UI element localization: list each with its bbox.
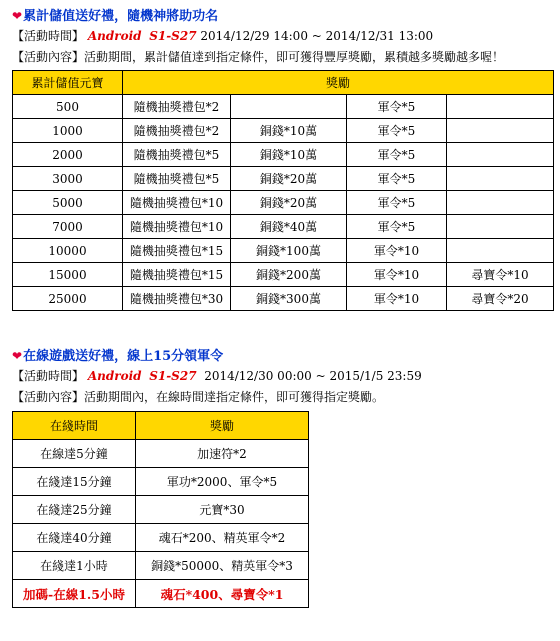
table-row [13,95,554,119]
section2-heading [12,346,554,366]
table-row [13,239,554,263]
section1-heading [12,6,554,26]
table-row [13,552,309,580]
recharge-rewards-table [12,70,554,311]
online-time-cell: 在綫達25分鐘 [13,496,136,524]
amount-cell: 7000 [13,215,123,239]
content-label: 【活動內容】 [12,50,85,64]
reward-cell: 加速符*2 [136,440,309,468]
reward-cell: 軍令*10 [347,263,447,287]
table-row [13,287,554,311]
reward-cell [447,143,554,167]
section1-time-line [12,26,554,47]
time-range: 2014/12/29 14:00 ~ 2014/12/31 13:00 [200,29,434,43]
reward-cell: 軍令*10 [347,287,447,311]
table-header-row [13,412,309,440]
reward-cell: 軍令*5 [347,191,447,215]
reward-cell: 魂石*200、精英軍令*2 [136,524,309,552]
online-time-cell: 在綫達15分鐘 [13,468,136,496]
section1-title: 累計儲值送好禮，隨機神將助功名 [23,9,219,24]
amount-cell: 25000 [13,287,123,311]
reward-cell: 隨機抽獎禮包*2 [123,95,231,119]
reward-cell: 軍令*5 [347,95,447,119]
reward-cell: 魂石*400、尋寶令*1 [136,580,309,608]
reward-cell: 銅錢*300萬 [231,287,347,311]
reward-cell: 軍令*5 [347,215,447,239]
reward-cell: 元寶*30 [136,496,309,524]
table-row [13,191,554,215]
amount-cell: 10000 [13,239,123,263]
reward-cell: 隨機抽獎禮包*2 [123,119,231,143]
platform-label: Android [87,29,142,43]
reward-cell: 銅錢*20萬 [231,167,347,191]
reward-cell: 銅錢*10萬 [231,143,347,167]
section-cumulative-recharge [12,6,554,311]
servers-label: S1-S27 [149,29,197,43]
table-row [13,468,309,496]
reward-cell: 銅錢*200萬 [231,263,347,287]
table-row [13,263,554,287]
reward-cell [447,215,554,239]
online-time-cell: 在綫達1小時 [13,552,136,580]
header-online-time: 在綫時間 [13,412,136,440]
reward-cell [231,95,347,119]
reward-cell: 隨機抽獎禮包*15 [123,239,231,263]
table-row [13,524,309,552]
reward-cell: 隨機抽獎禮包*5 [123,143,231,167]
section2-title: 在線遊戲送好禮，線上15分領軍令 [23,349,224,364]
header-reward: 獎勵 [123,71,554,95]
time-label: 【活動時間】 [12,29,85,43]
servers-label: S1-S27 [149,369,197,383]
online-time-cell: 在線達5分鐘 [13,440,136,468]
table-row [13,580,309,608]
content-text: 活動期間，累計儲值達到指定條件，即可獲得豐厚獎勵，累積越多獎勵越多喔！ [84,50,505,64]
reward-cell: 尋寶令*20 [447,287,554,311]
reward-cell [447,119,554,143]
table-header-row [13,71,554,95]
content-text: 活動期間內，在線時間達指定條件，即可獲得指定獎勵。 [84,390,385,404]
amount-cell: 5000 [13,191,123,215]
heart-icon: ❤ [12,9,23,23]
reward-cell: 銅錢*50000、精英軍令*3 [136,552,309,580]
table-row [13,167,554,191]
reward-cell [447,191,554,215]
table-row [13,496,309,524]
header-amount: 累計儲值元寶 [13,71,123,95]
time-range: 2014/12/30 00:00 ~ 2015/1/5 23:59 [204,369,422,383]
reward-cell: 軍令*10 [347,239,447,263]
reward-cell: 銅錢*100萬 [231,239,347,263]
reward-cell: 隨機抽獎禮包*5 [123,167,231,191]
reward-cell: 尋寶令*10 [447,263,554,287]
reward-cell: 隨機抽獎禮包*10 [123,191,231,215]
platform-label: Android [87,369,142,383]
online-time-cell: 加碼-在線1.5小時 [13,580,136,608]
table-row [13,440,309,468]
amount-cell: 2000 [13,143,123,167]
reward-cell [447,167,554,191]
reward-cell: 軍功*2000、軍令*5 [136,468,309,496]
amount-cell: 1000 [13,119,123,143]
amount-cell: 3000 [13,167,123,191]
amount-cell: 500 [13,95,123,119]
section1-content-line [12,47,554,68]
table-row [13,215,554,239]
content-label: 【活動內容】 [12,390,85,404]
reward-cell: 銅錢*40萬 [231,215,347,239]
header-reward: 獎勵 [136,412,309,440]
reward-cell [447,239,554,263]
reward-cell: 軍令*5 [347,167,447,191]
reward-cell: 隨機抽獎禮包*15 [123,263,231,287]
reward-cell: 軍令*5 [347,143,447,167]
table-row [13,143,554,167]
heart-icon: ❤ [12,349,23,363]
section2-content-line [12,387,554,408]
reward-cell: 軍令*5 [347,119,447,143]
reward-cell: 銅錢*20萬 [231,191,347,215]
reward-cell: 銅錢*10萬 [231,119,347,143]
time-label: 【活動時間】 [12,369,85,383]
table-row [13,119,554,143]
amount-cell: 15000 [13,263,123,287]
section-online-reward [12,346,554,608]
online-rewards-table [12,411,309,608]
reward-cell: 隨機抽獎禮包*10 [123,215,231,239]
online-time-cell: 在綫達40分鐘 [13,524,136,552]
reward-cell: 隨機抽獎禮包*30 [123,287,231,311]
reward-cell [447,95,554,119]
section2-time-line [12,366,554,387]
